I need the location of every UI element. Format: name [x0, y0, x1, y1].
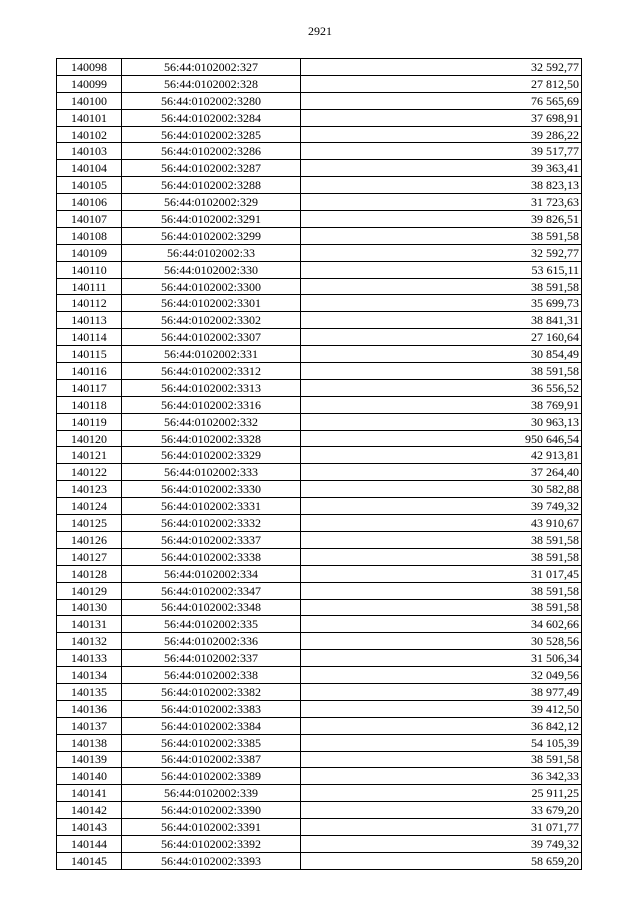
cadastral-number-cell: 56:44:0102002:3284 — [122, 109, 301, 126]
row-number-cell: 140104 — [57, 160, 122, 177]
cadastral-value-cell: 32 049,56 — [301, 667, 582, 684]
cadastral-number-cell: 56:44:0102002:3313 — [122, 379, 301, 396]
row-number-cell: 140127 — [57, 548, 122, 565]
cadastral-number-cell: 56:44:0102002:339 — [122, 785, 301, 802]
table-row — [57, 211, 582, 228]
table-row — [57, 413, 582, 430]
table-row — [57, 498, 582, 515]
table-row — [57, 835, 582, 852]
table-row — [57, 295, 582, 312]
cadastral-value-cell: 39 412,50 — [301, 700, 582, 717]
row-number-cell: 140113 — [57, 312, 122, 329]
table-row — [57, 177, 582, 194]
table-row — [57, 515, 582, 532]
cadastral-number-cell: 56:44:0102002:338 — [122, 667, 301, 684]
cadastral-number-cell: 56:44:0102002:3393 — [122, 852, 301, 869]
cadastral-value-cell: 33 679,20 — [301, 802, 582, 819]
row-number-cell: 140129 — [57, 582, 122, 599]
row-number-cell: 140117 — [57, 379, 122, 396]
row-number-cell: 140118 — [57, 396, 122, 413]
cadastral-number-cell: 56:44:0102002:337 — [122, 650, 301, 667]
cadastral-number-cell: 56:44:0102002:332 — [122, 413, 301, 430]
table-row — [57, 700, 582, 717]
cadastral-number-cell: 56:44:0102002:3391 — [122, 819, 301, 836]
table-row — [57, 109, 582, 126]
row-number-cell: 140109 — [57, 244, 122, 261]
cadastral-value-cell: 54 105,39 — [301, 734, 582, 751]
cadastral-number-cell: 56:44:0102002:3316 — [122, 396, 301, 413]
cadastral-value-cell: 38 841,31 — [301, 312, 582, 329]
cadastral-value-cell: 32 592,77 — [301, 244, 582, 261]
table-row — [57, 59, 582, 76]
cadastral-number-cell: 56:44:0102002:3300 — [122, 278, 301, 295]
row-number-cell: 140107 — [57, 211, 122, 228]
cadastral-number-cell: 56:44:0102002:329 — [122, 194, 301, 211]
cadastral-number-cell: 56:44:0102002:3307 — [122, 329, 301, 346]
cadastral-number-cell: 56:44:0102002:3392 — [122, 835, 301, 852]
row-number-cell: 140137 — [57, 717, 122, 734]
row-number-cell: 140138 — [57, 734, 122, 751]
table-row — [57, 396, 582, 413]
table-row — [57, 329, 582, 346]
row-number-cell: 140128 — [57, 565, 122, 582]
cadastral-number-cell: 56:44:0102002:331 — [122, 346, 301, 363]
cadastral-value-cell: 31 017,45 — [301, 565, 582, 582]
row-number-cell: 140110 — [57, 261, 122, 278]
row-number-cell: 140101 — [57, 109, 122, 126]
row-number-cell: 140143 — [57, 819, 122, 836]
table-row — [57, 531, 582, 548]
cadastral-number-cell: 56:44:0102002:328 — [122, 75, 301, 92]
row-number-cell: 140126 — [57, 531, 122, 548]
table-row — [57, 734, 582, 751]
cadastral-value-cell: 39 749,32 — [301, 498, 582, 515]
cadastral-value-cell: 31 071,77 — [301, 819, 582, 836]
row-number-cell: 140105 — [57, 177, 122, 194]
table-row — [57, 464, 582, 481]
cadastral-number-cell: 56:44:0102002:334 — [122, 565, 301, 582]
table-row — [57, 633, 582, 650]
row-number-cell: 140115 — [57, 346, 122, 363]
page-number: 2921 — [308, 24, 332, 38]
row-number-cell: 140142 — [57, 802, 122, 819]
cadastral-value-cell: 30 963,13 — [301, 413, 582, 430]
row-number-cell: 140134 — [57, 667, 122, 684]
cadastral-value-cell: 53 615,11 — [301, 261, 582, 278]
table-row — [57, 667, 582, 684]
row-number-cell: 140121 — [57, 447, 122, 464]
table-row — [57, 346, 582, 363]
cadastral-number-cell: 56:44:0102002:3347 — [122, 582, 301, 599]
cadastral-number-cell: 56:44:0102002:3337 — [122, 531, 301, 548]
table-row — [57, 683, 582, 700]
row-number-cell: 140119 — [57, 413, 122, 430]
row-number-cell: 140098 — [57, 59, 122, 76]
cadastral-number-cell: 56:44:0102002:3331 — [122, 498, 301, 515]
table-row — [57, 194, 582, 211]
row-number-cell: 140136 — [57, 700, 122, 717]
row-number-cell: 140131 — [57, 616, 122, 633]
cadastral-value-cell: 38 977,49 — [301, 683, 582, 700]
cadastral-number-cell: 56:44:0102002:3389 — [122, 768, 301, 785]
row-number-cell: 140130 — [57, 599, 122, 616]
table-row — [57, 802, 582, 819]
row-number-cell: 140139 — [57, 751, 122, 768]
cadastral-number-cell: 56:44:0102002:3384 — [122, 717, 301, 734]
table-row — [57, 312, 582, 329]
table-row — [57, 819, 582, 836]
row-number-cell: 140099 — [57, 75, 122, 92]
table-body — [57, 59, 582, 870]
cadastral-value-cell: 38 769,91 — [301, 396, 582, 413]
cadastral-value-cell: 950 646,54 — [301, 430, 582, 447]
table-row — [57, 565, 582, 582]
cadastral-number-cell: 56:44:0102002:3312 — [122, 363, 301, 380]
table-row — [57, 582, 582, 599]
row-number-cell: 140132 — [57, 633, 122, 650]
cadastral-value-cell: 38 591,58 — [301, 531, 582, 548]
cadastral-number-cell: 56:44:0102002:3390 — [122, 802, 301, 819]
table-row — [57, 650, 582, 667]
row-number-cell: 140102 — [57, 126, 122, 143]
cadastral-number-cell: 56:44:0102002:336 — [122, 633, 301, 650]
table-row — [57, 768, 582, 785]
cadastral-value-cell: 38 591,58 — [301, 548, 582, 565]
cadastral-number-cell: 56:44:0102002:3288 — [122, 177, 301, 194]
table-row — [57, 143, 582, 160]
table-row — [57, 160, 582, 177]
cadastral-value-cell: 38 591,58 — [301, 363, 582, 380]
cadastral-number-cell: 56:44:0102002:330 — [122, 261, 301, 278]
cadastral-number-cell: 56:44:0102002:3302 — [122, 312, 301, 329]
table-row — [57, 852, 582, 869]
cadastral-value-cell: 31 506,34 — [301, 650, 582, 667]
cadastral-number-cell: 56:44:0102002:3382 — [122, 683, 301, 700]
row-number-cell: 140111 — [57, 278, 122, 295]
row-number-cell: 140122 — [57, 464, 122, 481]
cadastral-number-cell: 56:44:0102002:333 — [122, 464, 301, 481]
cadastral-value-cell: 39 286,22 — [301, 126, 582, 143]
cadastral-number-cell: 56:44:0102002:3299 — [122, 227, 301, 244]
cadastral-value-cell: 76 565,69 — [301, 92, 582, 109]
cadastral-value-cell: 39 749,32 — [301, 835, 582, 852]
row-number-cell: 140133 — [57, 650, 122, 667]
cadastral-value-cell: 39 363,41 — [301, 160, 582, 177]
table-row — [57, 363, 582, 380]
cadastral-number-cell: 56:44:0102002:327 — [122, 59, 301, 76]
table-row — [57, 599, 582, 616]
table-row — [57, 481, 582, 498]
cadastral-value-cell: 32 592,77 — [301, 59, 582, 76]
cadastral-number-cell: 56:44:0102002:3291 — [122, 211, 301, 228]
cadastral-value-cell: 43 910,67 — [301, 515, 582, 532]
table-row — [57, 278, 582, 295]
cadastral-value-cell: 30 528,56 — [301, 633, 582, 650]
cadastral-number-cell: 56:44:0102002:3328 — [122, 430, 301, 447]
cadastral-number-cell: 56:44:0102002:3330 — [122, 481, 301, 498]
cadastral-value-cell: 39 826,51 — [301, 211, 582, 228]
table-row — [57, 751, 582, 768]
cadastral-value-cell: 36 842,12 — [301, 717, 582, 734]
table-row — [57, 126, 582, 143]
cadastral-value-cell: 27 160,64 — [301, 329, 582, 346]
cadastral-value-cell: 38 591,58 — [301, 278, 582, 295]
row-number-cell: 140114 — [57, 329, 122, 346]
table-row — [57, 548, 582, 565]
table-row — [57, 261, 582, 278]
cadastral-value-cell: 36 342,33 — [301, 768, 582, 785]
row-number-cell: 140112 — [57, 295, 122, 312]
cadastral-number-cell: 56:44:0102002:3338 — [122, 548, 301, 565]
cadastral-value-cell: 58 659,20 — [301, 852, 582, 869]
table-row — [57, 717, 582, 734]
row-number-cell: 140135 — [57, 683, 122, 700]
table-row — [57, 785, 582, 802]
table-row — [57, 430, 582, 447]
cadastral-number-cell: 56:44:0102002:3329 — [122, 447, 301, 464]
cadastral-value-cell: 30 582,88 — [301, 481, 582, 498]
cadastral-value-cell: 27 812,50 — [301, 75, 582, 92]
cadastral-value-table — [56, 58, 582, 870]
table-row — [57, 616, 582, 633]
cadastral-number-cell: 56:44:0102002:3383 — [122, 700, 301, 717]
cadastral-number-cell: 56:44:0102002:3348 — [122, 599, 301, 616]
row-number-cell: 140103 — [57, 143, 122, 160]
table-row — [57, 244, 582, 261]
row-number-cell: 140141 — [57, 785, 122, 802]
table-row — [57, 92, 582, 109]
cadastral-value-cell: 36 556,52 — [301, 379, 582, 396]
cadastral-number-cell: 56:44:0102002:3301 — [122, 295, 301, 312]
table-row — [57, 379, 582, 396]
table-row — [57, 75, 582, 92]
row-number-cell: 140124 — [57, 498, 122, 515]
row-number-cell: 140106 — [57, 194, 122, 211]
cadastral-number-cell: 56:44:0102002:33 — [122, 244, 301, 261]
cadastral-value-cell: 42 913,81 — [301, 447, 582, 464]
cadastral-value-cell: 38 823,13 — [301, 177, 582, 194]
cadastral-value-cell: 25 911,25 — [301, 785, 582, 802]
row-number-cell: 140125 — [57, 515, 122, 532]
cadastral-value-cell: 35 699,73 — [301, 295, 582, 312]
cadastral-number-cell: 56:44:0102002:3385 — [122, 734, 301, 751]
cadastral-value-cell: 30 854,49 — [301, 346, 582, 363]
row-number-cell: 140108 — [57, 227, 122, 244]
cadastral-value-cell: 38 591,58 — [301, 227, 582, 244]
cadastral-number-cell: 56:44:0102002:3387 — [122, 751, 301, 768]
cadastral-number-cell: 56:44:0102002:3332 — [122, 515, 301, 532]
row-number-cell: 140116 — [57, 363, 122, 380]
row-number-cell: 140123 — [57, 481, 122, 498]
cadastral-value-cell: 38 591,58 — [301, 599, 582, 616]
cadastral-number-cell: 56:44:0102002:3287 — [122, 160, 301, 177]
row-number-cell: 140145 — [57, 852, 122, 869]
cadastral-value-cell: 38 591,58 — [301, 751, 582, 768]
row-number-cell: 140140 — [57, 768, 122, 785]
row-number-cell: 140144 — [57, 835, 122, 852]
row-number-cell: 140100 — [57, 92, 122, 109]
cadastral-value-cell: 39 517,77 — [301, 143, 582, 160]
cadastral-number-cell: 56:44:0102002:3286 — [122, 143, 301, 160]
cadastral-number-cell: 56:44:0102002:3285 — [122, 126, 301, 143]
cadastral-number-cell: 56:44:0102002:3280 — [122, 92, 301, 109]
cadastral-value-cell: 34 602,66 — [301, 616, 582, 633]
cadastral-value-cell: 31 723,63 — [301, 194, 582, 211]
table-row — [57, 447, 582, 464]
table-row — [57, 227, 582, 244]
cadastral-value-cell: 37 264,40 — [301, 464, 582, 481]
cadastral-value-cell: 37 698,91 — [301, 109, 582, 126]
cadastral-value-cell: 38 591,58 — [301, 582, 582, 599]
row-number-cell: 140120 — [57, 430, 122, 447]
cadastral-number-cell: 56:44:0102002:335 — [122, 616, 301, 633]
